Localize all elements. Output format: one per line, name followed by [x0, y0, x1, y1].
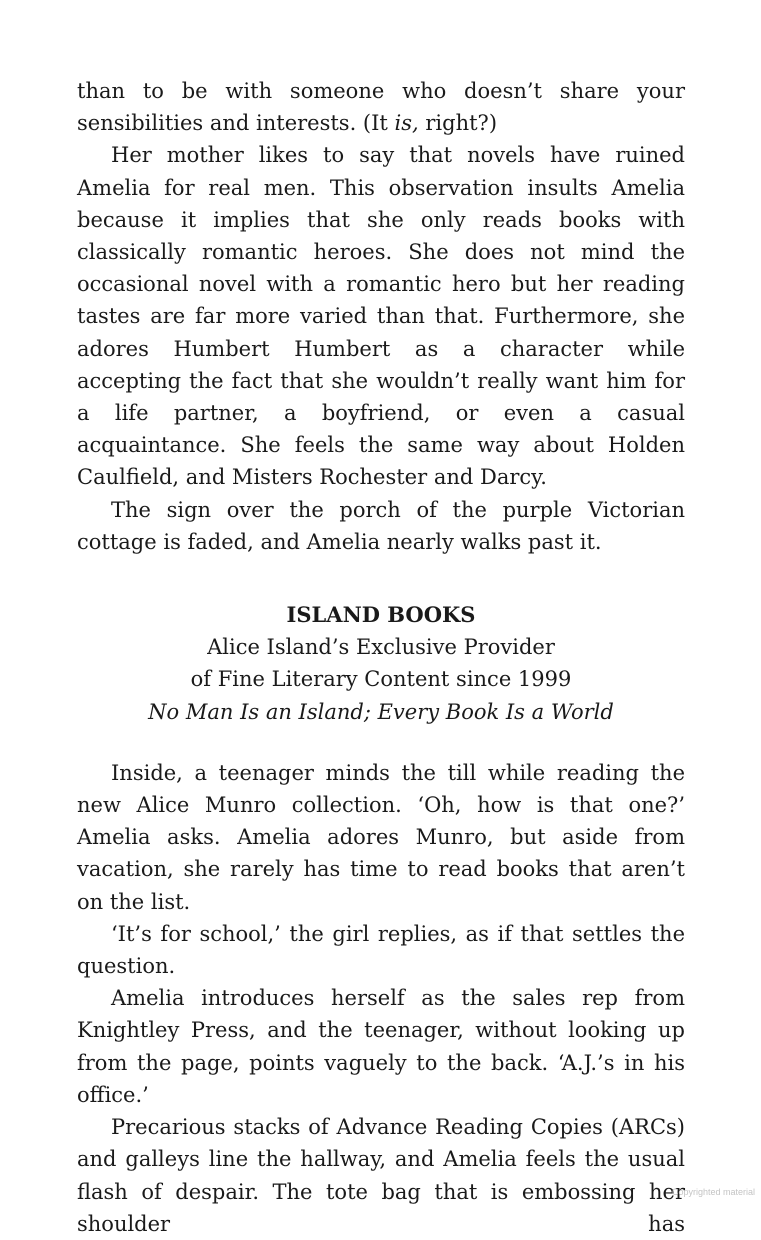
- paragraph-2: Her mother likes to say that novels have ruined Amelia for real men. This observation insults Amelia because it implies that she only reads books with classically romantic heroes. She does not mind the occasional novel with a romantic hero but her reading tastes are far more varied than that. Furthermore, she adores Humbert Humbert as a character while accepting the fact that she wouldn’t really want him for a life partner, a boyfriend, or even a casual acquaintance. She feels the same way about Holden Caulfield, and Misters Rochester and Darcy.: [77, 143, 685, 490]
- book-page: [77, 75, 685, 1240]
- bookstore-sign: [77, 599, 685, 728]
- sign-line-2: of Fine Literary Content since 1999: [190, 667, 572, 692]
- paragraph-1: [77, 75, 685, 139]
- paragraph-4: Inside, a teenager minds the till while reading the new Alice Munro collection. ‘Oh, how is that one?’ Amelia asks. Amelia adores Munro, but aside from vacation, she rarely has time to read books that aren’t on the list.: [77, 760, 685, 914]
- paragraph-5: ‘It’s for school,’ the girl replies, as if that settles the question.: [77, 921, 685, 979]
- paragraph-7: Precarious stacks of Advance Reading Copies (ARCs) and galleys line the hallway, and Amelia feels the usual flash of despair. The tote bag that is embossing her shoulder has: [77, 1115, 685, 1236]
- sign-line-1: Alice Island’s Exclusive Provider: [207, 635, 555, 660]
- copyright-notice: Copyrighted material: [671, 1187, 755, 1197]
- paragraph-3: The sign over the porch of the purple Victorian cottage is faded, and Amelia nearly walks past it.: [77, 497, 685, 554]
- paragraph-1-emphasis: is,: [394, 111, 419, 136]
- paragraph-1-after: right?): [418, 111, 498, 136]
- paragraph-6: Amelia introduces herself as the sales rep from Knightley Press, and the teenager, without looking up from the page, points vaguely to the back. ‘A.J.’s in his office.’: [77, 986, 685, 1107]
- sign-motto: No Man Is an Island; Every Book Is a World: [148, 699, 614, 724]
- paragraph-1-text: than to be with someone who doesn’t share your sensibilities and interests. (It: [77, 79, 685, 136]
- sign-title: ISLAND BOOKS: [286, 602, 476, 628]
